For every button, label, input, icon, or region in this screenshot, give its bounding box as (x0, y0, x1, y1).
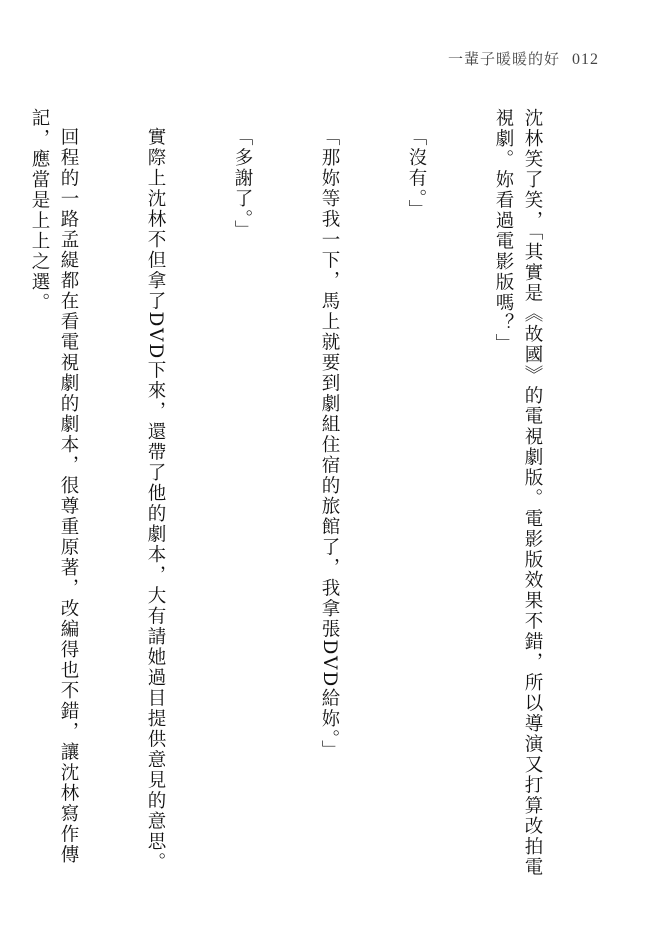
paragraph: 「沒有。」 (406, 126, 427, 220)
paragraph: 「那妳等我一下，馬上就要到劇組住宿的旅館了，我拿張DVD給妳。」 (319, 126, 340, 761)
running-header (448, 48, 599, 69)
paragraph: 實際上沈林不但拿了DVD下來，還帶了他的劇本，大有請她過目提供意見的意思。 (145, 126, 166, 873)
page-number: 012 (572, 51, 599, 68)
body-text (29, 108, 605, 888)
paragraph: 回程的一路孟緹都在看電視劇的劇本，很尊重原著，改編得也不錯，讓沈林寫作傳記，應當是上上之選。 (29, 108, 79, 865)
paragraph: 「多謝了。」 (232, 126, 253, 241)
book-title: 一輩子暖暖的好 (447, 50, 560, 68)
paragraph: 沈林笑了笑，「其實是《故國》的電視劇版。電影版效果不錯，所以導演又打算改拍電視劇。妳看過電影版嗎？」 (493, 108, 543, 878)
